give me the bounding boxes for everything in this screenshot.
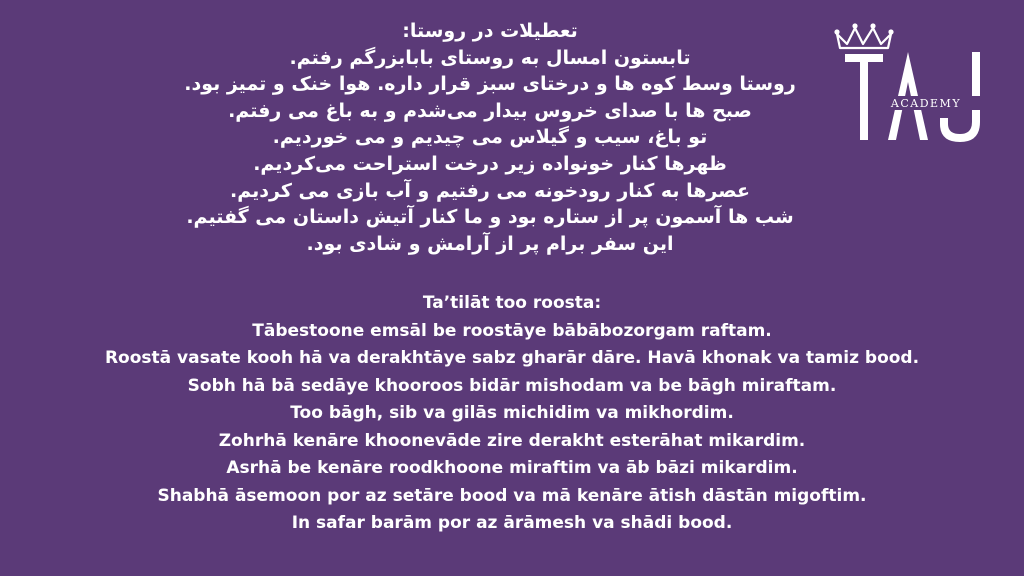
transliteration-line: Roostā vasate kooh hā va derakhtāye sabz gharār dāre. Havā khonak va tamiz bood. [104, 348, 920, 368]
transliteration-line: Tābestoone emsāl be roostāye bābābozorgam raftam. [252, 320, 772, 341]
transliteration-line: In safar barām por az ārāmesh va shādi bood. [291, 513, 733, 533]
persian-line: تابستون امسال به روستای بابابزرگم رفتم. [289, 46, 691, 69]
transliteration-text-block [40, 290, 984, 538]
transliteration-title: Ta’tilāt too roosta: [422, 293, 602, 313]
persian-line: روستا وسط کوه ها و درختای سبز قرار داره. هوا خنک و تمیز بود. [184, 73, 796, 96]
persian-line: این سفر برام پر از آرامش و شادی بود. [306, 232, 674, 255]
crown-icon [834, 23, 893, 48]
persian-line: شب ها آسمون پر از ستاره بود و ما کنار آتیش داستان می گفتیم. [186, 206, 794, 229]
persian-line: صبح ها با صدای خروس بیدار می‌شدم و به باغ می رفتم. [228, 99, 752, 122]
transliteration-line: Asrhā be kenāre roodkhoone miraftim va āb bāzi mikardim. [226, 458, 798, 478]
transliteration-line: Shabhā āsemoon por az setāre bood va mā kenāre ātish dāstān migoftim. [157, 485, 867, 506]
transliteration-line: Too bāgh, sib va gilās michidim va mikhordim. [290, 403, 734, 423]
transliteration-line: Sobh hā bā sedāye khooroos bidār mishodam va be bāgh miraftam. [187, 375, 837, 396]
persian-line: عصرها به کنار رودخونه می رفتیم و آب بازی می کردیم. [230, 179, 750, 202]
persian-text-block [150, 18, 830, 257]
persian-line: ظهرها کنار خونواده زیر درخت استراحت می‌کردیم. [253, 152, 727, 175]
persian-line: تو باغ، سیب و گیلاس می چیدیم و می خوردیم. [272, 126, 708, 149]
transliteration-line: Zohrhā kenāre khoonevāde zire derakht esterāhat mikardim. [218, 430, 806, 451]
logo-subtitle: ACADEMY [890, 97, 962, 110]
persian-title: تعطیلات در روستا: [402, 20, 578, 42]
taj-academy-logo [833, 22, 993, 152]
